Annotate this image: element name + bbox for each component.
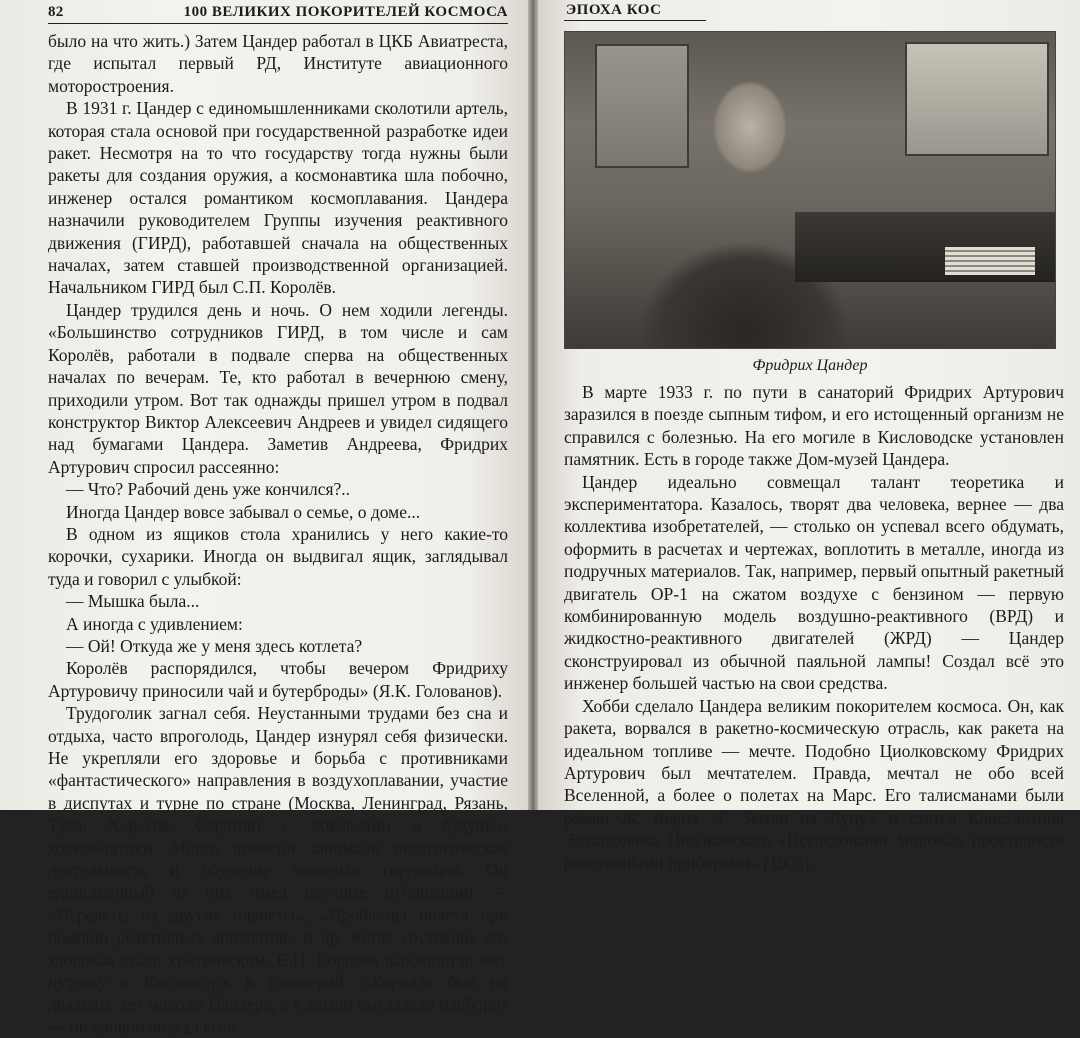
photo-window-left: [595, 44, 689, 168]
photo-caption: Фридрих Цандер: [752, 357, 868, 374]
paragraph: Королёв распорядился, чтобы вечером Фридриху Артуровичу приносили чай и бутерброды» (Я.К. Голованов).: [48, 658, 508, 701]
paragraph: — Ой! Откуда же у меня здесь котлета?: [66, 635, 363, 656]
paragraph: было на что жить.) Затем Цандер работал в ЦКБ Авиатреста, где испытал первый РД, Институте авиационного моторостроения.: [48, 31, 508, 96]
right-page: [538, 0, 1080, 873]
left-page: [0, 0, 530, 1037]
paragraph: Цандер трудился день и ночь. О нем ходили легенды. «Большинство сотрудников ГИРД, в том числе и сам Королёв, работали в подвале сперва на общественных началах по вечерам. Те, кто работал в вечернюю смену, приходили утром. Вот так однажды пришел утром в подвал конструктор Виктор Алексеевич Андреев и увидел сидящего над бумагами Цандера. Заметив Андреева, Фридрих Артурович спросил рассеянно:: [48, 299, 508, 477]
paragraph: В одном из ящиков стола хранились у него какие-то корочки, сухарики. Иногда он выдвигал ящик, заглядывал туда и говорил с улыбкой:: [48, 523, 508, 589]
paragraph: — Мышка была...: [66, 591, 200, 612]
paragraph: Цандер идеально совмещал талант теоретика и экспериментатора. Казалось, творят два человека, вернее — два коллектива изобретателей, — столько он успевал всего обдумать, оформить в расчетах и чертежах, воплотить в металле, иногда из подручных материалов. Так, например, первый опытный ракетный двигатель ОР-1 на сжатом воздухе с бензином — первую комбинированную модель воздушно-реактивного (ВРД) и жидкостно-реактивного двигателей (ЖРД) — Цандер сконструировал из обычной паяльной лампы! Создал всё это инженер большей частью на свои средства.: [564, 471, 1064, 694]
paragraph: В марте 1933 г. по пути в санаторий Фридрих Артурович заразился в поезде сыпным тифом, и его истощенный организм не справился с болезнью. На его могиле в Кисловодске установлен памятник. Есть в городе также Дом-музей Цандера.: [564, 382, 1064, 470]
running-title-right: ЭПОХА КОС: [564, 0, 706, 21]
paragraph: — Что? Рабочий день уже кончился?..: [66, 479, 351, 500]
paragraph: В 1931 г. Цандер с единомышленниками сколотили артель, которая стала основой при государственной разработке идеи ракет. Несмотря на то что государству тогда нужны были ракеты для создания оружия, а космонавтика шла побочно, инженер остался романтиком космоплавания. Цандера назначили руководителем Группы изучения реактивного движения (ГИРД), работавшей сначала на общественных началах, затем ставшей производственной организацией. Начальником ГИРД был С.П. Королёв.: [48, 98, 508, 298]
photo-window-right: [905, 42, 1049, 156]
paragraph: Хобби сделало Цандера великим покорителем космоса. Он, как ракета, ворвался в ракетно-космическую отрасль, как ракета на идеальном топливе — мечте. Подобно Циолковскому Фридрих Артурович был мечтателем. Правда, мечтал не обо всей Вселенной, а более о полетах на Марс. Его талисманами были роман Ж. Верна «С Земли на Луну» и статья Константина Эдуардовича Циолковского «Исследование мировых пространств реактивными приборами» (1903).: [564, 695, 1064, 873]
left-page-header: [48, 4, 508, 24]
portrait-photo: [564, 31, 1056, 349]
page-number: 82: [48, 4, 64, 20]
photo-books: [945, 247, 1035, 275]
running-title-left: 100 ВЕЛИКИХ ПОКОРИТЕЛЕЙ КОСМОСА: [183, 4, 508, 20]
right-page-body: [564, 381, 1064, 874]
paragraph: Иногда Цандер вовсе забывал о семье, о доме...: [66, 501, 421, 522]
left-page-body: [48, 30, 508, 1038]
paragraph: Трудоголик загнал себя. Неустанными трудами без сна и отдыха, часто впроголодь, Цандер изнурял себя физически. Не укрепляли его здоровье и борьба с противниками «фантастического» направления в воздухоплавании, участие в диспутах и турне по стране (Москва, Ленинград, Рязань, Тула, Харьков, Саратов) с докладами о будущем космонавтики. Много времени занимали педагогическая деятельность и обучение молодых гирдовцев. Он единственный из них имел научные публикации — «Перелеты на другие планеты», «Проблемы полета при помощи реактивных аппаратов» и др. Когда состояние его здоровья стало критическим, С.П. Королёв выхлопотал ему путевку в Кисловодск в санаторий. «Королёв был на двадцать лет моложе Цандера, а в жизни выглядело наоборот — он словно опекал его».: [48, 703, 508, 1037]
paragraph: А иногда с удивлением:: [66, 613, 243, 634]
